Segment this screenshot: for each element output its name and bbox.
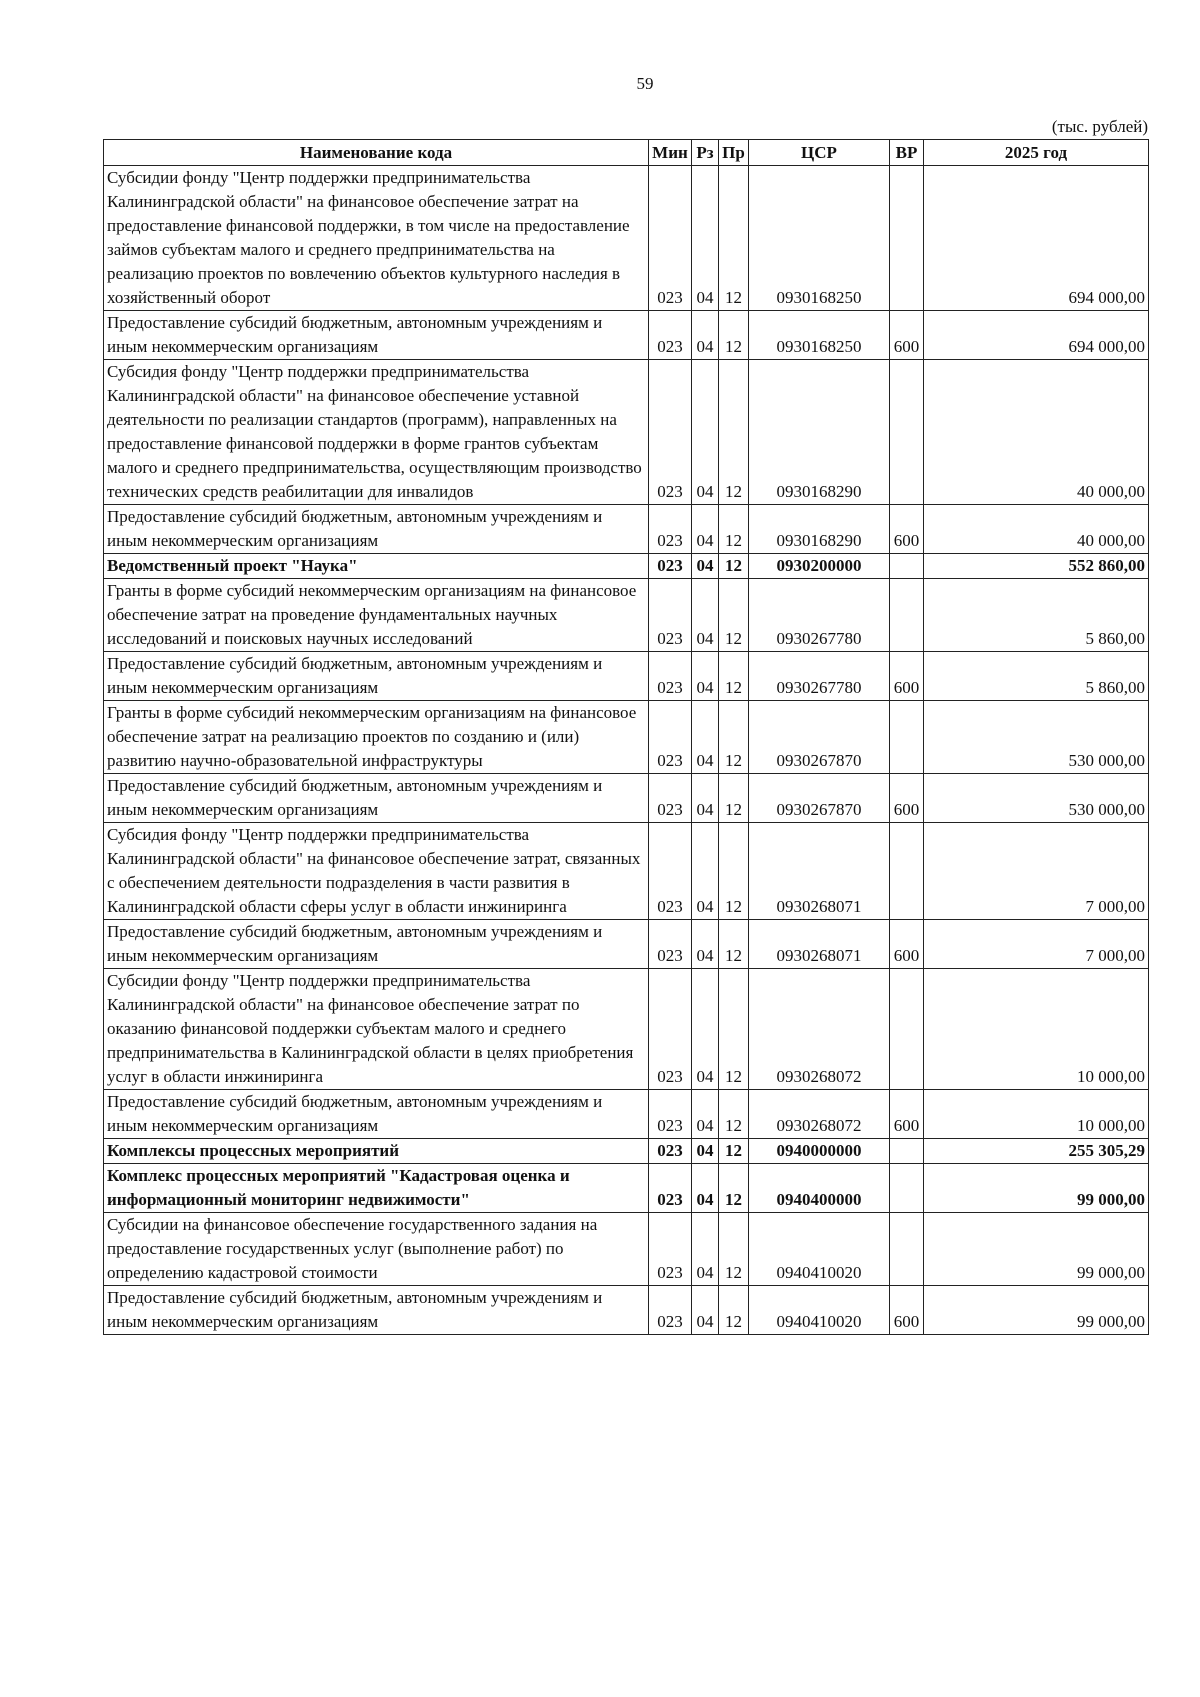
cell-min: 023 (649, 360, 692, 505)
cell-name: Субсидия фонду "Центр поддержки предпринимательства Калининградской области" на финансовое обеспечение уставной деятельности по реализации стандартов (программ), направленных на предоставление финансовой поддержки в форме грантов субъектам малого и среднего предпринимательства, осуществляющим производство технических средств реабилитации для инвалидов (104, 360, 649, 505)
cell-name: Субсидии на финансовое обеспечение государственного задания на предоставление государственных услуг (выполнение работ) по определению кадастровой стоимости (104, 1213, 649, 1286)
header-pr: Пр (719, 140, 749, 166)
table-row (104, 1286, 1149, 1335)
cell-sum: 99 000,00 (924, 1213, 1149, 1286)
header-rz: Рз (692, 140, 719, 166)
cell-name: Предоставление субсидий бюджетным, автономным учреждениям и иным некоммерческим организациям (104, 774, 649, 823)
table-row (104, 311, 1149, 360)
table-row (104, 360, 1149, 505)
cell-min: 023 (649, 1090, 692, 1139)
cell-csr: 0930267870 (749, 701, 890, 774)
table-row (104, 1213, 1149, 1286)
cell-min: 023 (649, 1213, 692, 1286)
table-row (104, 505, 1149, 554)
cell-pr: 12 (719, 652, 749, 701)
table-row (104, 701, 1149, 774)
cell-pr: 12 (719, 360, 749, 505)
cell-name: Гранты в форме субсидий некоммерческим организациям на финансовое обеспечение затрат на реализацию проектов по созданию и (или) развитию научно-образовательной инфраструктуры (104, 701, 649, 774)
header-csr: ЦСР (749, 140, 890, 166)
cell-csr: 0930200000 (749, 554, 890, 579)
cell-sum: 7 000,00 (924, 920, 1149, 969)
header-vr: ВР (890, 140, 924, 166)
table-row (104, 920, 1149, 969)
cell-vr: 600 (890, 920, 924, 969)
table-row (104, 1164, 1149, 1213)
table-row (104, 1090, 1149, 1139)
cell-rz: 04 (692, 505, 719, 554)
cell-vr: 600 (890, 1090, 924, 1139)
cell-sum: 40 000,00 (924, 505, 1149, 554)
cell-name: Комплексы процессных мероприятий (104, 1139, 649, 1164)
cell-name: Предоставление субсидий бюджетным, автономным учреждениям и иным некоммерческим организациям (104, 1090, 649, 1139)
cell-min: 023 (649, 1286, 692, 1335)
cell-sum: 552 860,00 (924, 554, 1149, 579)
cell-rz: 04 (692, 1213, 719, 1286)
cell-rz: 04 (692, 311, 719, 360)
table-row (104, 774, 1149, 823)
budget-table (103, 139, 1149, 1335)
cell-min: 023 (649, 505, 692, 554)
cell-pr: 12 (719, 1286, 749, 1335)
cell-rz: 04 (692, 701, 719, 774)
cell-name: Предоставление субсидий бюджетным, автономным учреждениям и иным некоммерческим организациям (104, 920, 649, 969)
cell-min: 023 (649, 701, 692, 774)
cell-sum: 255 305,29 (924, 1139, 1149, 1164)
cell-rz: 04 (692, 360, 719, 505)
cell-vr (890, 579, 924, 652)
cell-rz: 04 (692, 969, 719, 1090)
cell-sum: 5 860,00 (924, 652, 1149, 701)
cell-rz: 04 (692, 652, 719, 701)
table-row (104, 1139, 1149, 1164)
cell-min: 023 (649, 823, 692, 920)
cell-name: Субсидии фонду "Центр поддержки предпринимательства Калининградской области" на финансовое обеспечение затрат на предоставление финансовой поддержки, в том числе на предоставление займов субъектам малого и среднего предпринимательства на реализацию проектов по вовлечению объектов культурного наследия в хозяйственный оборот (104, 166, 649, 311)
cell-csr: 0930268072 (749, 1090, 890, 1139)
table-row (104, 969, 1149, 1090)
cell-pr: 12 (719, 1139, 749, 1164)
cell-sum: 99 000,00 (924, 1286, 1149, 1335)
cell-rz: 04 (692, 554, 719, 579)
cell-rz: 04 (692, 920, 719, 969)
cell-csr: 0930168290 (749, 505, 890, 554)
cell-csr: 0940000000 (749, 1139, 890, 1164)
cell-sum: 10 000,00 (924, 1090, 1149, 1139)
table-header-row (104, 140, 1149, 166)
cell-min: 023 (649, 554, 692, 579)
page-number: 59 (636, 74, 654, 93)
cell-sum: 530 000,00 (924, 701, 1149, 774)
cell-pr: 12 (719, 311, 749, 360)
cell-csr: 0930168250 (749, 311, 890, 360)
cell-sum: 7 000,00 (924, 823, 1149, 920)
cell-sum: 530 000,00 (924, 774, 1149, 823)
cell-csr: 0940410020 (749, 1213, 890, 1286)
table-row (104, 579, 1149, 652)
cell-vr (890, 1139, 924, 1164)
cell-sum: 99 000,00 (924, 1164, 1149, 1213)
cell-min: 023 (649, 1164, 692, 1213)
cell-min: 023 (649, 1139, 692, 1164)
cell-csr: 0940410020 (749, 1286, 890, 1335)
cell-pr: 12 (719, 579, 749, 652)
cell-rz: 04 (692, 1164, 719, 1213)
cell-vr: 600 (890, 311, 924, 360)
cell-vr (890, 360, 924, 505)
cell-csr: 0930268072 (749, 969, 890, 1090)
cell-sum: 694 000,00 (924, 166, 1149, 311)
cell-sum: 5 860,00 (924, 579, 1149, 652)
cell-pr: 12 (719, 1164, 749, 1213)
cell-name: Ведомственный проект "Наука" (104, 554, 649, 579)
cell-min: 023 (649, 166, 692, 311)
header-sum: 2025 год (924, 140, 1149, 166)
cell-rz: 04 (692, 1286, 719, 1335)
cell-vr (890, 1164, 924, 1213)
cell-pr: 12 (719, 166, 749, 311)
units-label: (тыс. рублей) (1051, 117, 1148, 136)
cell-name: Субсидия фонду "Центр поддержки предпринимательства Калининградской области" на финансовое обеспечение затрат, связанных с обеспечением деятельности подразделения в части развития в Калининградской области сферы услуг в области инжиниринга (104, 823, 649, 920)
cell-min: 023 (649, 920, 692, 969)
cell-csr: 0930267870 (749, 774, 890, 823)
cell-name: Предоставление субсидий бюджетным, автономным учреждениям и иным некоммерческим организациям (104, 505, 649, 554)
cell-pr: 12 (719, 1090, 749, 1139)
cell-sum: 694 000,00 (924, 311, 1149, 360)
cell-pr: 12 (719, 920, 749, 969)
cell-pr: 12 (719, 823, 749, 920)
cell-csr: 0930168250 (749, 166, 890, 311)
table-row (104, 652, 1149, 701)
cell-vr: 600 (890, 652, 924, 701)
cell-rz: 04 (692, 1090, 719, 1139)
cell-name: Субсидии фонду "Центр поддержки предпринимательства Калининградской области" на финансовое обеспечение затрат по оказанию финансовой поддержки субъектам малого и среднего предпринимательства в Калининградской области в целях приобретения услуг в области инжиниринга (104, 969, 649, 1090)
cell-name: Предоставление субсидий бюджетным, автономным учреждениям и иным некоммерческим организациям (104, 652, 649, 701)
cell-csr: 0930267780 (749, 579, 890, 652)
cell-vr: 600 (890, 774, 924, 823)
cell-vr (890, 701, 924, 774)
cell-vr (890, 166, 924, 311)
cell-pr: 12 (719, 505, 749, 554)
cell-min: 023 (649, 969, 692, 1090)
cell-min: 023 (649, 652, 692, 701)
header-min: Мин (649, 140, 692, 166)
table-body (104, 166, 1149, 1335)
cell-name: Гранты в форме субсидий некоммерческим организациям на финансовое обеспечение затрат на проведение фундаментальных научных исследований и поисковых научных исследований (104, 579, 649, 652)
cell-min: 023 (649, 579, 692, 652)
cell-pr: 12 (719, 969, 749, 1090)
cell-rz: 04 (692, 166, 719, 311)
cell-rz: 04 (692, 579, 719, 652)
cell-rz: 04 (692, 774, 719, 823)
header-name: Наименование кода (104, 140, 649, 166)
cell-name: Комплекс процессных мероприятий "Кадастровая оценка и информационный мониторинг недвижимости" (104, 1164, 649, 1213)
cell-pr: 12 (719, 1213, 749, 1286)
cell-csr: 0930267780 (749, 652, 890, 701)
cell-min: 023 (649, 311, 692, 360)
cell-vr (890, 1213, 924, 1286)
cell-csr: 0940400000 (749, 1164, 890, 1213)
cell-vr (890, 554, 924, 579)
cell-rz: 04 (692, 823, 719, 920)
cell-pr: 12 (719, 774, 749, 823)
cell-sum: 10 000,00 (924, 969, 1149, 1090)
cell-vr (890, 823, 924, 920)
cell-name: Предоставление субсидий бюджетным, автономным учреждениям и иным некоммерческим организациям (104, 311, 649, 360)
cell-vr: 600 (890, 505, 924, 554)
cell-csr: 0930168290 (749, 360, 890, 505)
cell-name: Предоставление субсидий бюджетным, автономным учреждениям и иным некоммерческим организациям (104, 1286, 649, 1335)
table-row (104, 166, 1149, 311)
table-row (104, 823, 1149, 920)
cell-pr: 12 (719, 701, 749, 774)
cell-sum: 40 000,00 (924, 360, 1149, 505)
cell-csr: 0930268071 (749, 823, 890, 920)
table-row (104, 554, 1149, 579)
cell-vr: 600 (890, 1286, 924, 1335)
cell-min: 023 (649, 774, 692, 823)
cell-vr (890, 969, 924, 1090)
cell-csr: 0930268071 (749, 920, 890, 969)
cell-rz: 04 (692, 1139, 719, 1164)
cell-pr: 12 (719, 554, 749, 579)
